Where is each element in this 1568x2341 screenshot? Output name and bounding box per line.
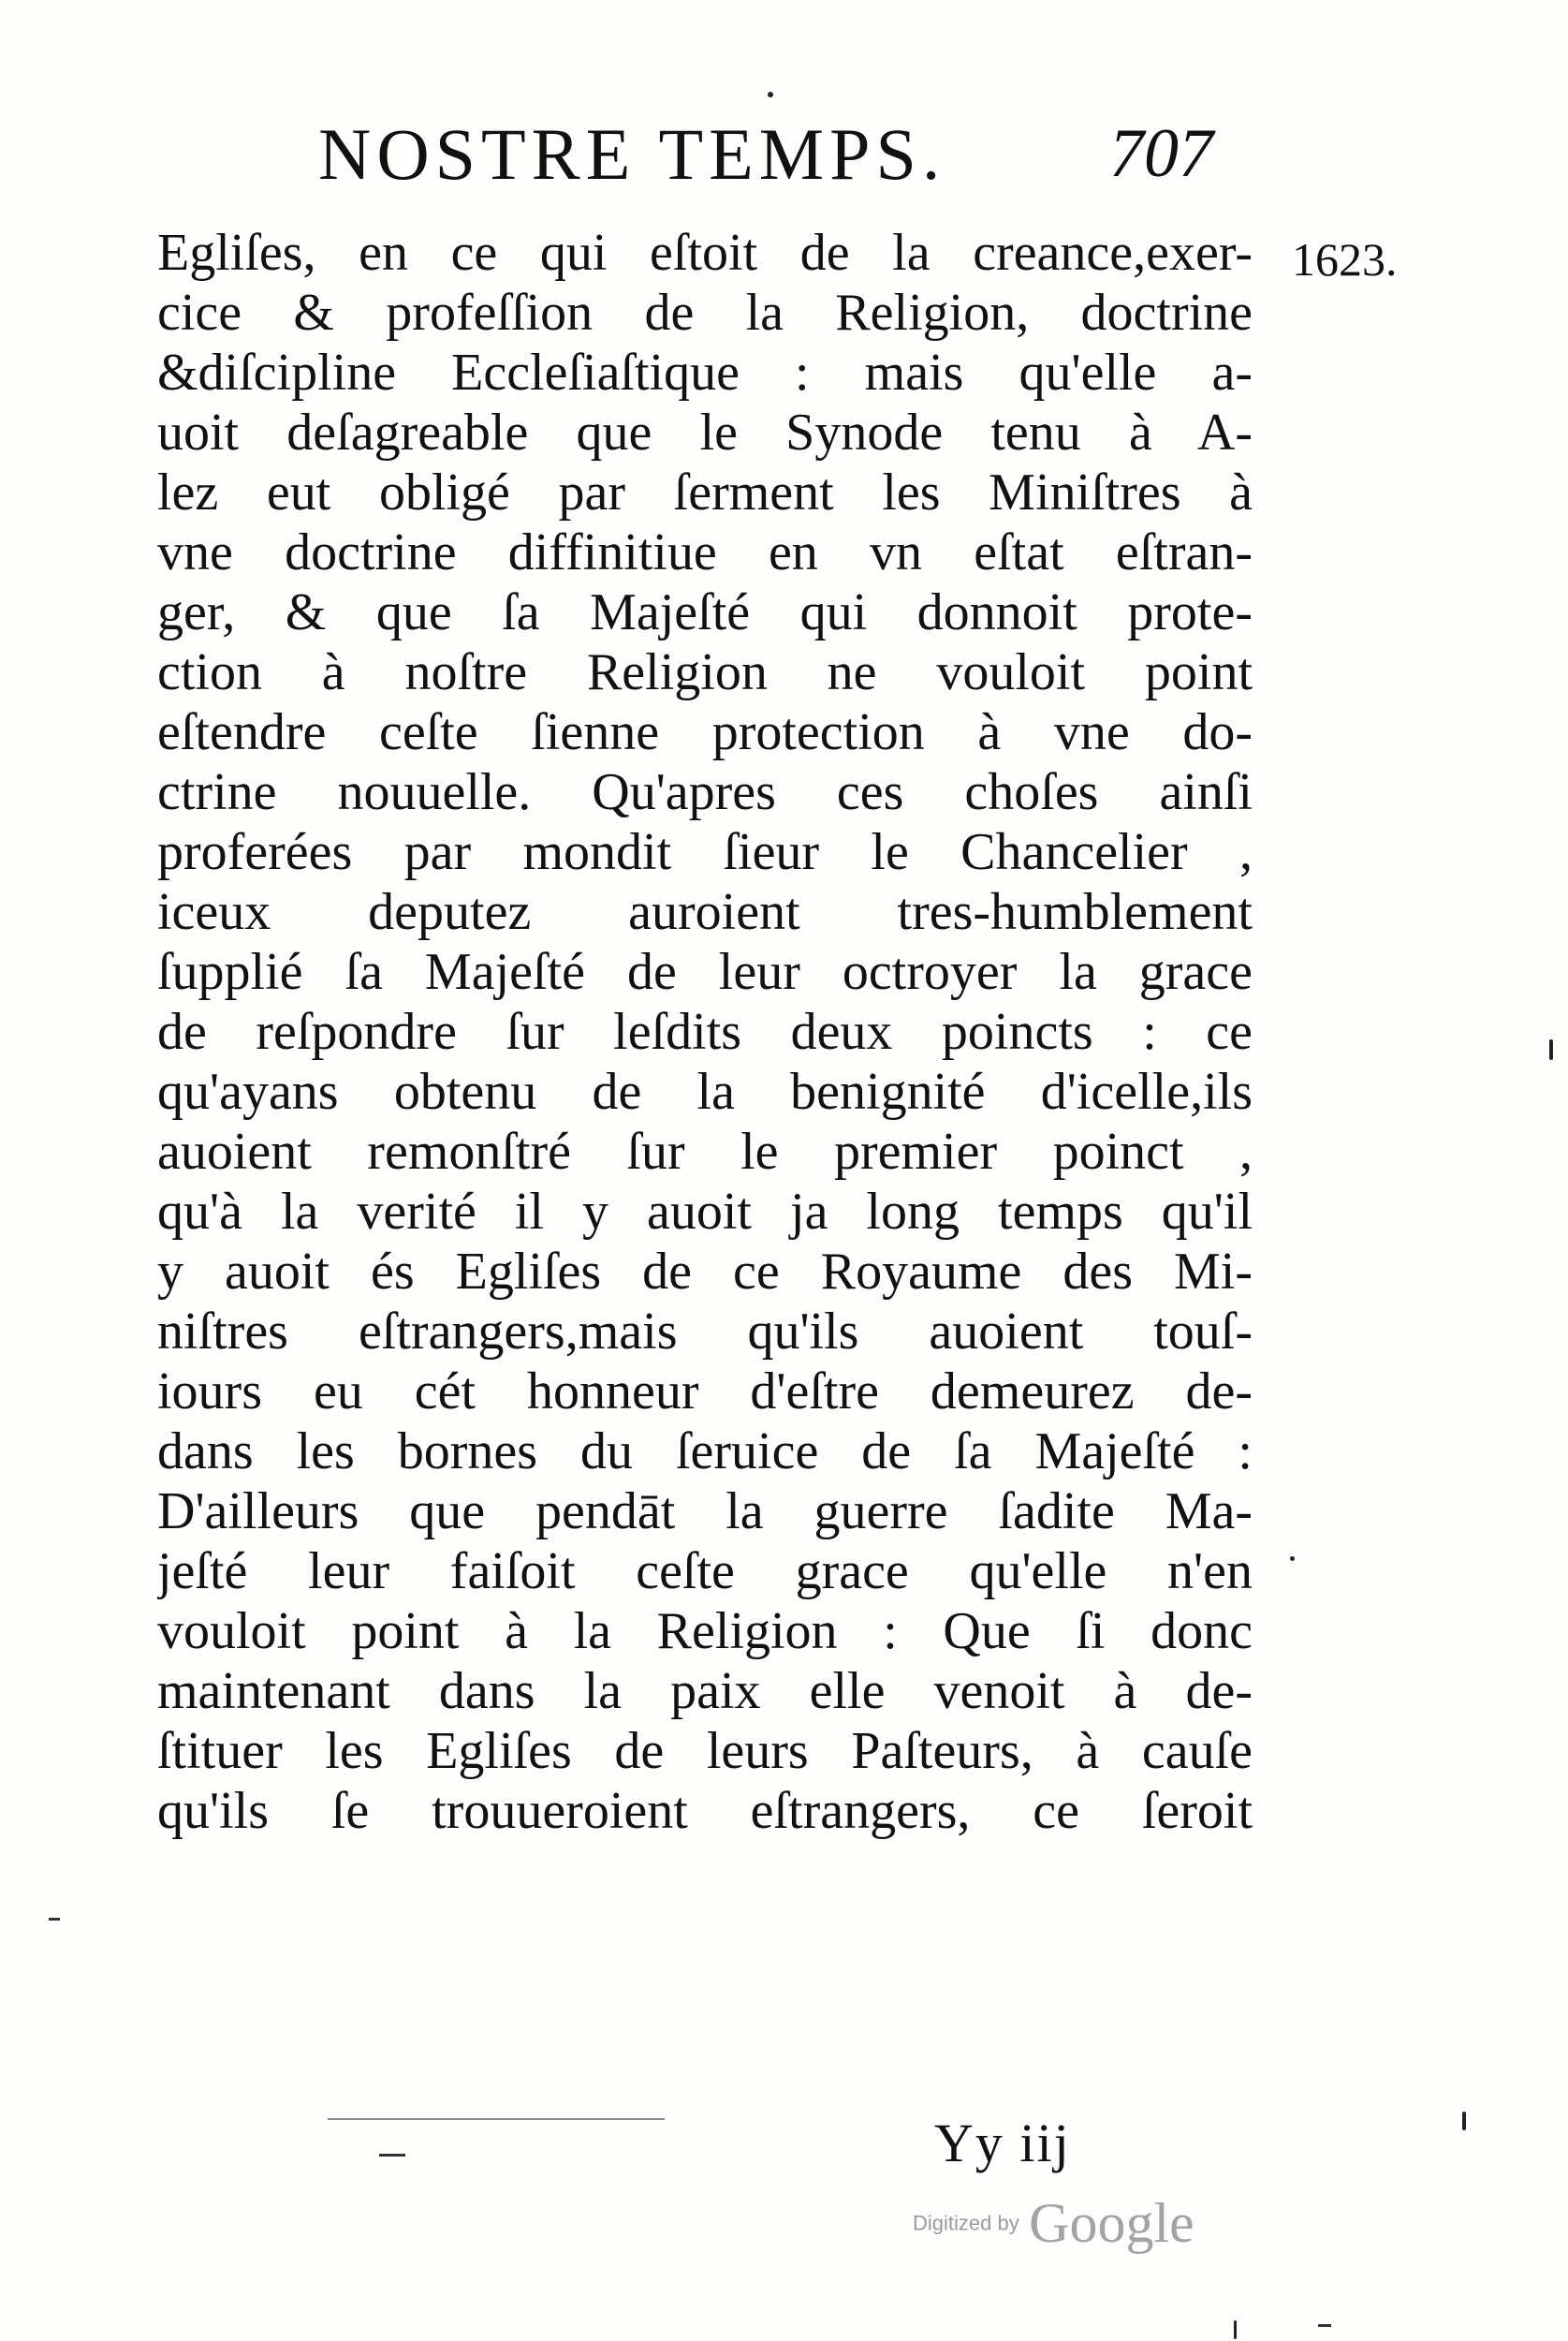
text-line: Egliſes, en ce qui eſtoit de la creance,exer- bbox=[157, 224, 1253, 282]
scan-dash bbox=[328, 2118, 665, 2120]
scan-speck bbox=[1549, 1039, 1553, 1060]
text-line: qu'ayans obtenu de la benignité d'icelle,ils bbox=[157, 1063, 1253, 1121]
body-text bbox=[157, 223, 1253, 1841]
scan-speck bbox=[1234, 2320, 1237, 2339]
text-line: ctrine nouuelle. Qu'apres ces choſes ainſi bbox=[157, 763, 1253, 821]
text-line: qu'ils ſe trouueroient eſtrangers, ce ſeroit bbox=[157, 1782, 1253, 1840]
text-line: iours eu cét honneur d'eſtre demeurez de- bbox=[157, 1362, 1253, 1421]
page-number: 707 bbox=[1109, 115, 1213, 192]
text-line: vne doctrine diffinitiue en vn eſtat eſtran- bbox=[157, 523, 1253, 582]
text-line: ction à noſtre Religion ne vouloit point bbox=[157, 643, 1253, 701]
text-line: qu'à la verité il y auoit ja long temps qu'il bbox=[157, 1183, 1253, 1241]
text-line: eſtendre ceſte ſienne protection à vne do- bbox=[157, 703, 1253, 761]
text-line: de reſpondre ſur leſdits deux poincts : ce bbox=[157, 1003, 1253, 1061]
margin-year-note: 1623. bbox=[1292, 233, 1398, 286]
scan-speck bbox=[1462, 2112, 1466, 2130]
text-line: maintenant dans la paix elle venoit à de- bbox=[157, 1662, 1253, 1720]
text-line: cice & profeſſion de la Religion, doctrine bbox=[157, 284, 1253, 342]
text-line: niſtres eſtrangers,mais qu'ils auoient touſ- bbox=[157, 1303, 1253, 1361]
text-line: ſupplié ſa Majeſté de leur octroyer la grace bbox=[157, 943, 1253, 1001]
signature-mark: Yy iij bbox=[934, 2113, 1071, 2173]
running-title: NOSTRE TEMPS. bbox=[318, 113, 946, 195]
digitized-watermark bbox=[913, 2191, 1194, 2256]
text-line: &diſcipline Eccleſiaſtique : mais qu'elle a- bbox=[157, 344, 1253, 402]
text-line: y auoit és Egliſes de ce Royaume des Mi- bbox=[157, 1243, 1253, 1301]
watermark-brand: Google bbox=[1029, 2192, 1194, 2254]
watermark-prefix: Digitized by bbox=[913, 2211, 1019, 2235]
text-line: ger, & que ſa Majeſté qui donnoit prote- bbox=[157, 583, 1253, 641]
text-line: D'ailleurs que pendāt la guerre ſadite Ma- bbox=[157, 1482, 1253, 1540]
text-line: dans les bornes du ſeruice de ſa Majeſté : bbox=[157, 1422, 1253, 1480]
scan-dash bbox=[1318, 2324, 1331, 2327]
scan-speck bbox=[768, 92, 773, 97]
text-line: iceux deputez auroient tres-humblement bbox=[157, 883, 1253, 941]
text-line: vouloit point à la Religion : Que ſi donc bbox=[157, 1602, 1253, 1660]
text-line: uoit deſagreable que le Synode tenu à A- bbox=[157, 404, 1253, 462]
scan-dash bbox=[379, 2154, 405, 2157]
text-line: auoient remonſtré ſur le premier poinct , bbox=[157, 1123, 1253, 1181]
text-line: ſtituer les Egliſes de leurs Paſteurs, à cauſe bbox=[157, 1722, 1253, 1780]
scan-speck bbox=[1290, 1556, 1295, 1561]
text-line: jeſté leur faiſoit ceſte grace qu'elle n'en bbox=[157, 1542, 1253, 1600]
text-line: proferées par mondit ſieur le Chancelier , bbox=[157, 823, 1253, 881]
text-line: lez eut obligé par ſerment les Miniſtres à bbox=[157, 464, 1253, 522]
scan-dash bbox=[49, 1918, 60, 1921]
